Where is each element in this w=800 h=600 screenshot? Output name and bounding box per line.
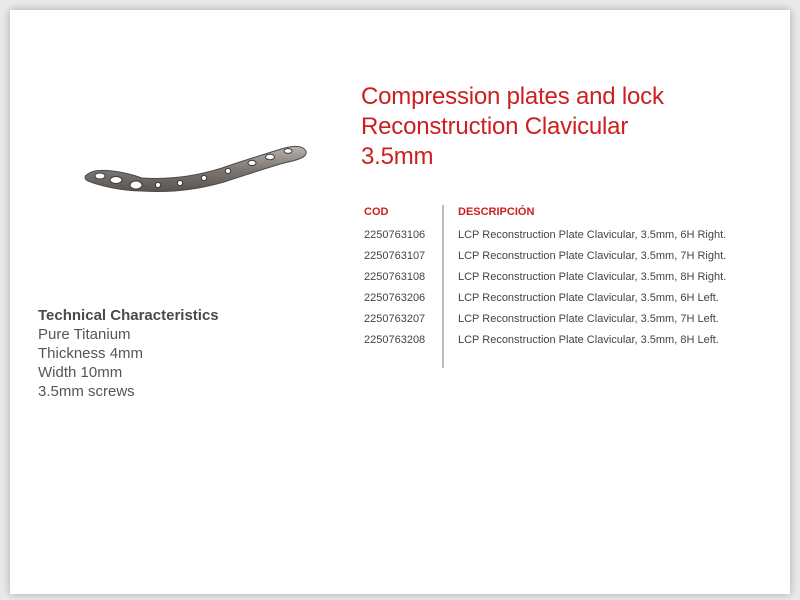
title-line: 3.5mm — [361, 143, 434, 170]
spec-item: Width 10mm — [38, 364, 123, 381]
cell-cod: 2250763106 — [364, 228, 426, 241]
title-line: Compression plates and lock — [361, 83, 664, 110]
table-row — [364, 329, 726, 350]
spec-item: 3.5mm screws — [38, 383, 135, 400]
table-row — [364, 224, 726, 245]
spec-item: Thickness 4mm — [38, 345, 144, 362]
cell-cod: 2250763107 — [364, 249, 426, 262]
clavicle-plate-image — [82, 137, 314, 203]
table-row — [364, 245, 726, 266]
spec-item: Pure Titanium — [38, 326, 131, 343]
table-row — [364, 266, 726, 287]
cell-cod: 2250763108 — [364, 270, 426, 283]
header-description: DESCRIPCIÓN — [458, 206, 535, 218]
cell-cod: 2250763206 — [364, 291, 426, 304]
cell-description: LCP Reconstruction Plate Clavicular, 3.5mm, 7H Right. — [458, 249, 727, 262]
table-header — [364, 200, 726, 224]
cell-description: LCP Reconstruction Plate Clavicular, 3.5mm, 6H Right. — [458, 228, 727, 241]
cell-description: LCP Reconstruction Plate Clavicular, 3.5mm, 8H Right. — [458, 270, 727, 283]
cell-description: LCP Reconstruction Plate Clavicular, 3.5mm, 7H Left. — [458, 312, 719, 325]
cell-description: LCP Reconstruction Plate Clavicular, 3.5mm, 8H Left. — [458, 333, 719, 346]
technical-characteristics — [38, 306, 219, 401]
header-cod: COD — [364, 206, 389, 218]
cell-cod: 2250763208 — [364, 333, 426, 346]
cell-cod: 2250763207 — [364, 312, 426, 325]
plate-body — [85, 146, 306, 191]
product-table — [364, 200, 726, 350]
title-line: Reconstruction Clavicular — [361, 113, 629, 140]
catalog-page — [10, 10, 790, 594]
table-row — [364, 287, 726, 308]
table-row — [364, 308, 726, 329]
product-title — [361, 82, 664, 172]
cell-description: LCP Reconstruction Plate Clavicular, 3.5mm, 6H Left. — [458, 291, 719, 304]
specs-heading: Technical Characteristics — [38, 307, 219, 324]
